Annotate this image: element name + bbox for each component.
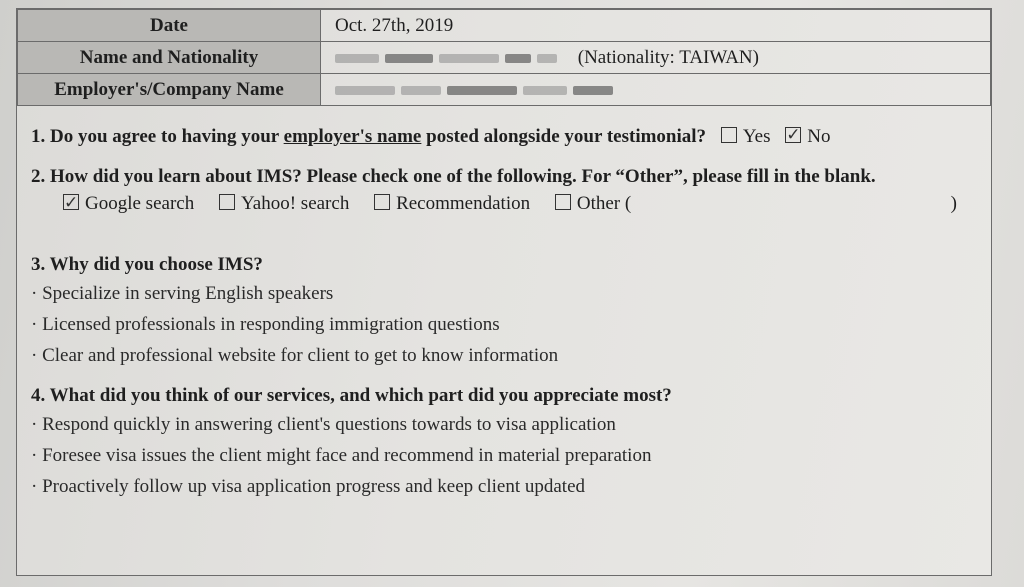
q3-text: 3. Why did you choose IMS? (31, 254, 263, 275)
q2-option-google[interactable] (63, 193, 194, 214)
q2-recommendation-checkbox[interactable] (374, 194, 390, 210)
employer-label: Employer's/Company Name (18, 74, 321, 106)
q1-yes-label: Yes (742, 126, 771, 147)
employer-value (321, 74, 991, 106)
q2-option-yahoo[interactable] (209, 193, 349, 214)
q4-answer: · Foresee visa issues the client might face and recommend in material preparation (31, 445, 652, 466)
question-1 (31, 124, 977, 150)
redacted-employer-1 (335, 86, 395, 95)
employer-row (18, 74, 991, 106)
q2-option-recommendation[interactable] (364, 193, 530, 214)
q4-answer: · Respond quickly in answering client's questions towards to visa application (31, 414, 616, 435)
nationality-text: (Nationality: TAIWAN) (577, 46, 759, 68)
q4-text: 4. What did you think of our services, and which part did you appreciate most? (31, 385, 672, 406)
q1-text-post: posted alongside your testimonial? (421, 126, 707, 147)
q1-text-pre: 1. Do you agree to having your (31, 126, 284, 147)
questionnaire-body (17, 106, 991, 502)
redacted-employer-5 (573, 86, 613, 95)
question-3 (31, 252, 977, 278)
q2-yahoo-label: Yahoo! search (240, 193, 350, 214)
redacted-name-1 (335, 54, 379, 63)
q2-google-checkbox[interactable] (63, 194, 79, 210)
date-value: Oct. 27th, 2019 (321, 10, 991, 42)
question-2 (31, 164, 977, 190)
q1-text-underline: employer's name (283, 126, 422, 147)
q2-text: 2. How did you learn about IMS? Please check one of the following. For “Other”, please fill in the blank. (31, 166, 876, 187)
q3-answer: · Clear and professional website for client to get to know information (31, 345, 559, 366)
q1-no-label: No (807, 126, 831, 147)
redacted-name-2 (385, 54, 433, 63)
header-table (17, 9, 991, 106)
q2-google-label: Google search (85, 193, 195, 214)
redacted-name-3 (439, 54, 499, 63)
q2-other-checkbox[interactable] (555, 194, 571, 210)
q1-yes-checkbox[interactable] (721, 127, 737, 143)
date-row (18, 10, 991, 42)
redacted-name-5 (537, 54, 557, 63)
q2-other-label: Other ( (576, 193, 632, 214)
question-4 (31, 383, 977, 409)
q4-answer: · Proactively follow up visa application progress and keep client updated (31, 476, 586, 497)
redacted-name-4 (505, 54, 531, 63)
q2-yahoo-checkbox[interactable] (219, 194, 235, 210)
q2-option-other[interactable] (545, 193, 631, 214)
name-label: Name and Nationality (18, 42, 321, 74)
testimonial-form (16, 8, 992, 576)
name-value (321, 42, 991, 74)
q3-answer: · Specialize in serving English speakers (31, 283, 334, 304)
q3-answer: · Licensed professionals in responding immigration questions (31, 314, 500, 335)
q2-recommendation-label: Recommendation (396, 193, 531, 214)
redacted-employer-3 (447, 86, 517, 95)
redacted-employer-2 (401, 86, 441, 95)
date-label: Date (18, 10, 321, 42)
q2-other-close-paren: ) (950, 193, 957, 214)
q2-options (31, 190, 977, 218)
q1-no-checkbox[interactable] (785, 127, 801, 143)
redacted-employer-4 (523, 86, 567, 95)
name-row (18, 42, 991, 74)
